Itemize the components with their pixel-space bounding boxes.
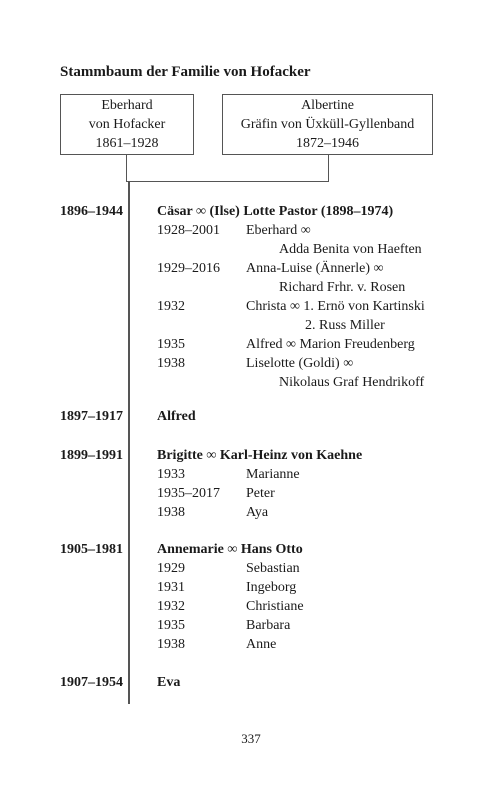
descendant-name: Anne <box>246 637 277 652</box>
descendant-name: Aya <box>246 505 269 520</box>
father-family-name: von Hofacker <box>88 117 166 132</box>
page-number: 337 <box>241 731 261 746</box>
child-years: 1899–1991 <box>60 448 123 463</box>
descendant-name: Christa ∞ 1. Ernö von Kartinski <box>246 299 425 314</box>
marriage-connector-line <box>126 155 329 182</box>
descendant-years: 1938 <box>157 637 185 652</box>
descendant-name: Sebastian <box>246 561 300 576</box>
father-first-name: Eberhard <box>101 98 153 113</box>
child-name: Alfred <box>157 409 196 424</box>
child-years: 1897–1917 <box>60 409 123 424</box>
tree-trunk-line <box>128 181 130 704</box>
child-name: Brigitte ∞ Karl-Heinz von Kaehne <box>157 448 363 463</box>
descendant-years: 1932 <box>157 299 185 314</box>
descendant-name: Peter <box>246 486 275 501</box>
child-years: 1896–1944 <box>60 204 123 219</box>
mother-first-name: Albertine <box>301 98 354 113</box>
descendant-name: Liselotte (Goldi) ∞ <box>246 356 354 371</box>
descendant-years: 1929–2016 <box>157 261 220 276</box>
descendant-name: Eberhard ∞ <box>246 223 311 238</box>
parent-box-mother <box>222 94 433 155</box>
child-name: Annemarie ∞ Hans Otto <box>157 542 303 557</box>
descendant-years: 1933 <box>157 467 185 482</box>
descendant-name: Alfred ∞ Marion Freudenberg <box>246 337 415 352</box>
descendant-spouse: Richard Frhr. v. Rosen <box>279 280 406 295</box>
parent-box-father <box>60 94 194 155</box>
family-tree-heading: Stammbaum der Familie von Hofacker <box>60 64 311 80</box>
child-name: Cäsar ∞ (Ilse) Lotte Pastor (1898–1974) <box>157 204 394 219</box>
descendant-name: Barbara <box>246 618 291 633</box>
child-name: Eva <box>157 675 181 690</box>
descendant-name: Marianne <box>246 467 300 482</box>
descendant-spouse: Nikolaus Graf Hendrikoff <box>279 375 425 390</box>
descendant-spouse: Adda Benita von Haeften <box>279 242 422 257</box>
descendant-years: 1935 <box>157 618 185 633</box>
mother-family-name: Gräfin von Üxküll-Gyllenband <box>240 117 415 132</box>
descendant-years: 1938 <box>157 356 185 371</box>
descendant-years: 1931 <box>157 580 185 595</box>
descendant-years: 1928–2001 <box>157 223 220 238</box>
descendant-name: Christiane <box>246 599 304 614</box>
descendant-name: Anna-Luise (Ännerle) ∞ <box>246 261 384 276</box>
descendant-years: 1938 <box>157 505 185 520</box>
father-years: 1861–1928 <box>95 136 159 151</box>
descendant-spouse: 2. Russ Miller <box>305 318 385 333</box>
descendant-years: 1935–2017 <box>157 486 220 501</box>
descendant-years: 1929 <box>157 561 185 576</box>
mother-years: 1872–1946 <box>296 136 359 151</box>
descendant-name: Ingeborg <box>246 580 297 595</box>
descendant-years: 1935 <box>157 337 185 352</box>
child-years: 1905–1981 <box>60 542 123 557</box>
descendant-years: 1932 <box>157 599 185 614</box>
child-years: 1907–1954 <box>60 675 123 690</box>
